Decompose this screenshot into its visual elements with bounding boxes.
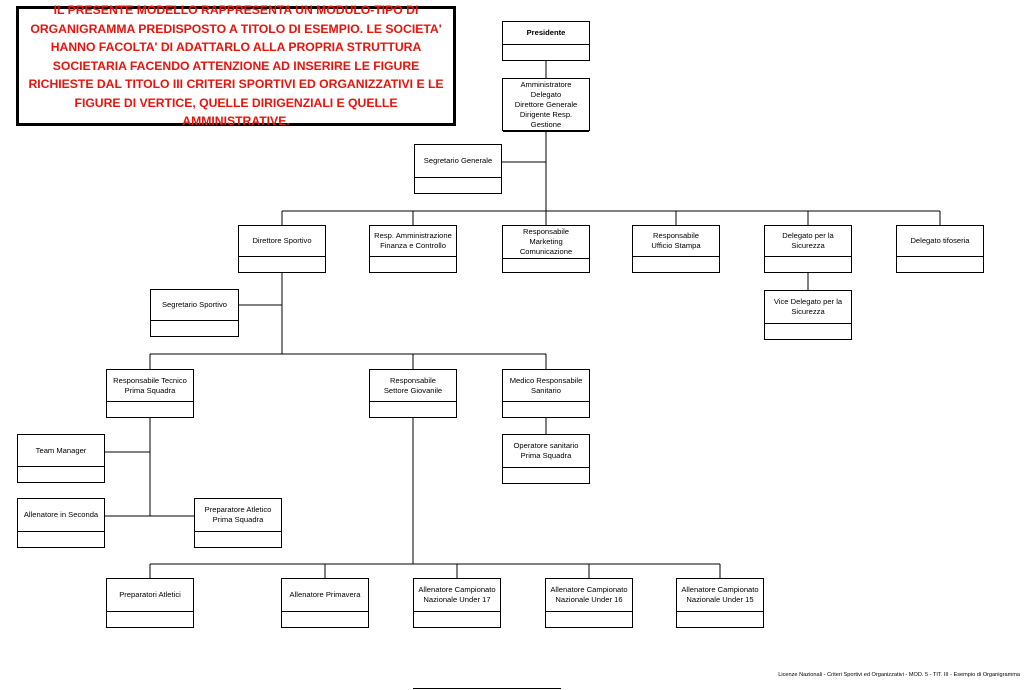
node-label: Preparatori Atletici — [119, 590, 181, 599]
node-name-slot — [546, 611, 632, 627]
node-allenatore-seconda — [17, 498, 105, 548]
node-name-slot — [677, 611, 763, 627]
node-label: Delegato per la Sicurezza — [782, 231, 834, 250]
node-name-slot — [370, 256, 456, 272]
node-label: Responsabile Settore Giovanile — [383, 375, 443, 395]
node-name-slot — [151, 320, 238, 336]
node-label: Allenatore Primavera — [289, 590, 361, 599]
node-segretario-generale — [414, 144, 502, 194]
node-label: Responsabile Tecnico Prima Squadra — [113, 375, 187, 395]
node-resp-marketing — [502, 225, 590, 273]
node-name-slot — [503, 258, 589, 274]
disclaimer-notice: IL PRESENTE MODELLO RAPPRESENTA UN MODULO-TIPO DI ORGANIGRAMMA PREDISPOSTO A TITOLO DI ESEMPIO. LE SOCIETA' HANNO FACOLTA' DI ADATTARLO ALLA PROPRIA STRUTTURA SOCIETARIA FACENDO ATTENZIONE AD INSERIRE LE FIGURE RICHIESTE DAL TITOLO III CRITERI SPORTIVI ED ORGANIZZATIVI E LE FIGURE DI VERTICE, QUELLE DIRIGENZIALI E QUELLE AMMINISTRATIVE. — [16, 6, 456, 126]
node-name-slot — [765, 323, 851, 339]
node-name-slot — [107, 401, 193, 417]
node-name-slot — [239, 256, 325, 272]
node-label: Allenatore Campionato Nazionale Under 16 — [550, 585, 628, 604]
node-name-slot — [897, 256, 983, 272]
node-name-slot — [18, 531, 104, 547]
node-name-slot — [415, 177, 501, 193]
node-medico-responsabile — [502, 369, 590, 418]
node-amministratore-delegato — [502, 78, 590, 131]
node-label: Responsabile Ufficio Stampa — [651, 231, 701, 250]
node-name-slot — [503, 131, 589, 147]
node-preparatore-prima-squadra — [194, 498, 282, 548]
node-operatore-sanitario — [502, 434, 590, 484]
node-label: Resp. Amministrazione Finanza e Controllo — [374, 231, 452, 250]
node-presidente — [502, 21, 590, 61]
node-name-slot — [503, 44, 589, 60]
node-name-slot — [195, 531, 281, 547]
node-label: Segretario Generale — [423, 156, 493, 165]
node-label: Allenatore Campionato Nazionale Under 15 — [681, 585, 759, 604]
node-vice-delegato-sicurezza — [764, 290, 852, 340]
node-label: Medico Responsabile Sanitario — [509, 375, 583, 395]
node-label: Allenatore in Seconda — [23, 510, 99, 519]
node-name-slot — [633, 256, 719, 272]
node-name-slot — [370, 401, 456, 417]
node-name-slot — [282, 611, 368, 627]
node-preparatori-atletici — [106, 578, 194, 628]
signature-line — [413, 688, 561, 689]
node-name-slot — [503, 467, 589, 483]
node-label: Segretario Sportivo — [161, 300, 227, 309]
node-resp-amministrazione — [369, 225, 457, 273]
node-label: Amministratore Delegato Direttore Generale Dirigente Resp. Gestione — [514, 80, 578, 129]
node-label: Operatore sanitario Prima Squadra — [513, 441, 579, 460]
node-allenatore-under15 — [676, 578, 764, 628]
node-allenatore-under17 — [413, 578, 501, 628]
node-name-slot — [107, 611, 193, 627]
node-direttore-sportivo — [238, 225, 326, 273]
node-resp-settore-giovanile — [369, 369, 457, 418]
node-label: Presidente — [526, 28, 566, 37]
node-segretario-sportivo — [150, 289, 239, 337]
node-label: Responsabile Marketing Comunicazione — [519, 227, 573, 256]
node-name-slot — [503, 401, 589, 417]
node-label: Direttore Sportivo — [252, 236, 312, 245]
node-name-slot — [765, 256, 851, 272]
node-resp-ufficio-stampa — [632, 225, 720, 273]
node-label: Team Manager — [35, 445, 87, 455]
node-label: Allenatore Campionato Nazionale Under 17 — [418, 585, 496, 604]
page-footer: Licenze Nazionali - Criteri Sportivi ed Organizzativi - MOD. 5 - TIT. III - Esempio di Organigramma — [778, 672, 1020, 678]
node-delegato-sicurezza — [764, 225, 852, 273]
node-name-slot — [414, 611, 500, 627]
node-allenatore-under16 — [545, 578, 633, 628]
node-label: Preparatore Atletico Prima Squadra — [204, 505, 272, 524]
node-label: Delegato tifoseria — [910, 236, 970, 245]
node-name-slot — [18, 466, 104, 482]
node-team-manager — [17, 434, 105, 483]
node-allenatore-primavera — [281, 578, 369, 628]
node-resp-tecnico — [106, 369, 194, 418]
node-label: Vice Delegato per la Sicurezza — [773, 297, 843, 316]
node-delegato-tifoseria — [896, 225, 984, 273]
